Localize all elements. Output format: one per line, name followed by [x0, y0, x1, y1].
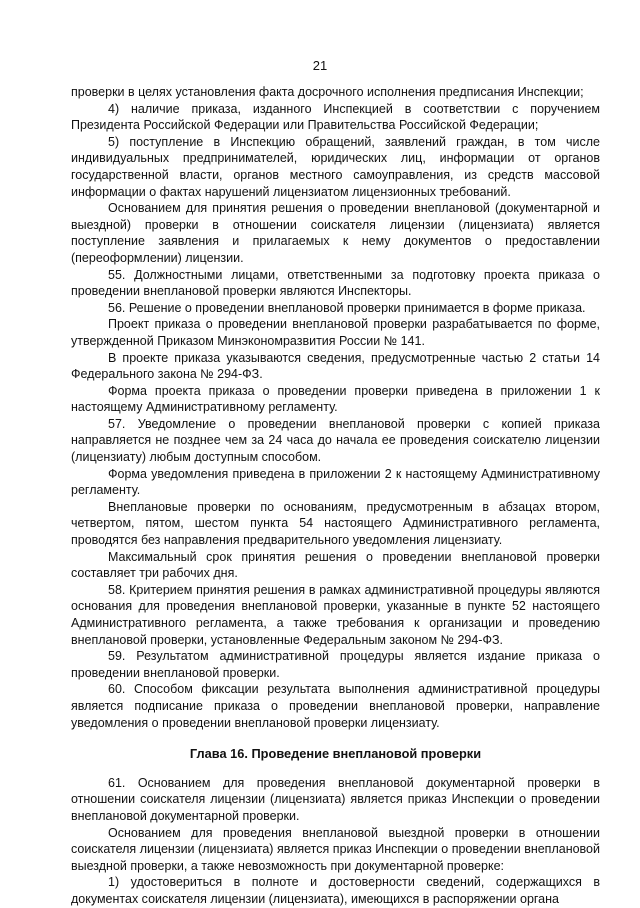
paragraph: В проекте приказа указываются сведения, предусмотренные частью 2 статьи 14 Федерального закона № 294-ФЗ.	[71, 350, 600, 382]
paragraph: Основанием для принятия решения о проведении внеплановой (документарной и выездной) проверки в отношении соискателя лицензии (лицензиата) является поступление заявления и прилагаемых к нему документов о предоставлении (переоформлении) лицензии.	[71, 201, 600, 265]
paragraph: проверки в целях установления факта досрочного исполнения предписания Инспекции;	[71, 85, 584, 99]
paragraph: Внеплановые проверки по основаниям, предусмотренным в абзацах втором, четвертом, пятом, шестом пункта 54 настоящего Административного регламента, проводятся без направления предварительного уведомления лицензиату.	[71, 499, 600, 548]
paragraph: 61. Основанием для проведения внеплановой документарной проверки в отношении соискателя лицензии (лицензиата) является приказ Инспекции о проведении внеплановой документарной проверки.	[71, 775, 600, 823]
paragraph: 1) удостовериться в полноте и достоверности сведений, содержащихся в документах соискателя лицензии (лицензиата), имеющихся в распоряжении органа	[71, 875, 600, 906]
paragraph: 4) наличие приказа, изданного Инспекцией в соответствии с поручением Президента Российской Федерации или Правительства Российской Федерации;	[71, 101, 600, 133]
paragraph: 57. Уведомление о проведении внеплановой проверки с копией приказа направляется не позднее чем за 24 часа до начала ее проведения соискателю лицензии (лицензиату) любым доступным способом.	[71, 416, 600, 465]
document-body	[71, 84, 600, 908]
page-number: 21	[312, 58, 328, 73]
chapter-heading: Глава 16. Проведение внеплановой проверки	[189, 746, 482, 762]
paragraph: 55. Должностными лицами, ответственными за подготовку проекта приказа о проведении внеплановой проверки являются Инспекторы.	[71, 267, 600, 299]
paragraph: 58. Критерием принятия решения в рамках административной процедуры являются основания для проведения внеплановой проверки, указанные в пункте 52 настоящего Административного регламента, а также требования к организации и проведению внеплановой проверки, установленные Федеральным законом № 294-ФЗ.	[71, 582, 600, 647]
paragraph: 56. Решение о проведении внеплановой проверки принимается в форме приказа.	[108, 300, 586, 315]
paragraph: Форма проекта приказа о проведении проверки приведена в приложении 1 к настоящему Административному регламенту.	[71, 383, 600, 415]
paragraph: 60. Способом фиксации результата выполнения административной процедуры является подписание приказа о проведении внеплановой проверки, направление уведомления о проведении внеплановой проверки лицензиату.	[71, 682, 600, 730]
section-after-heading	[71, 775, 600, 908]
paragraph: Максимальный срок принятия решения о проведении внеплановой проверки составляет три рабочих дня.	[71, 549, 600, 581]
paragraph: Форма уведомления приведена в приложении 2 к настоящему Административному регламенту.	[71, 466, 600, 498]
paragraph: Проект приказа о проведении внеплановой проверки разрабатывается по форме, утвержденной Приказом Минэкономразвития России № 141.	[71, 317, 600, 348]
section-before-heading	[71, 84, 600, 731]
paragraph: 59. Результатом административной процедуры является издание приказа о проведении внеплановой проверки.	[71, 649, 600, 680]
paragraph: 5) поступление в Инспекцию обращений, заявлений граждан, в том числе индивидуальных предпринимателей, юридических лиц, информации от органов государственной власти, органов местного самоуправления, из средств массовой информации о фактах нарушений лицензиатом лицензионных требований.	[71, 134, 600, 199]
paragraph: Основанием для проведения внеплановой выездной проверки в отношении соискателя лицензии (лицензиата) является приказ Инспекции о проведении внеплановой выездной проверки, а также невозможность при документарной проверке:	[71, 825, 600, 873]
